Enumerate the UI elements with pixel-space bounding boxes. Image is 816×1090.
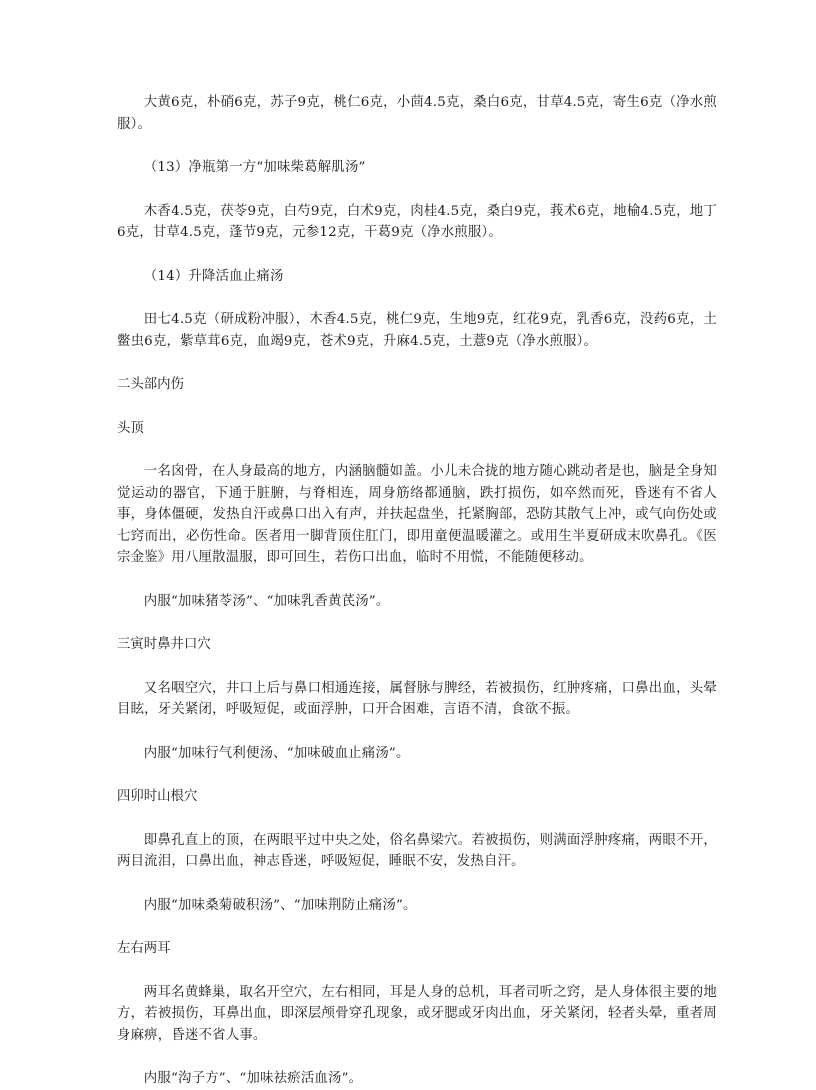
spacer [117, 439, 717, 461]
spacer [117, 244, 717, 266]
section-heading: 三寅时鼻井口穴 [117, 637, 211, 652]
spacer [117, 808, 717, 830]
internal-medicine-paragraph: 内服“加味行气利便汤、“加味破血止痛汤”。 [143, 745, 410, 761]
internal-medicine-paragraph: 内服“沟子方”、“加味祛瘀活血汤”。 [143, 1071, 363, 1086]
section-heading: 二头部内伤 [117, 377, 184, 392]
document-page [117, 92, 717, 1090]
prescription-paragraph: 木香4.5克，茯苓9克，白芍9克，白术9克，肉桂4.5克，桑白9克，莪术6克，地榆4.5克，地丁6克，甘草4.5克，蓬节9克，元参12克，干葛9克（净水煎服）。 [117, 203, 717, 240]
spacer [117, 1046, 717, 1068]
spacer [117, 656, 717, 678]
formula-subheading: （13）净瓶第一方“加味柴葛解肌汤” [143, 160, 366, 175]
spacer [117, 612, 717, 634]
spacer [117, 396, 717, 418]
body-paragraph: 一名囟骨，在人身最高的地方，内涵脑髓如盖。小儿未合拢的地方随心跳动者是也，脑是全身知觉运动的器官，下通于脏腑，与脊相连，周身筋络都通脑，跌打损伤，如卒然而死，昏迷有不省人事，身体僵硬，发热自汗或鼻口出入有声，并扶起盘坐，托紧胸部，恐防其散气上冲，或气向伤处或七窍而出，必伤性命。医者用一脚背顶住肛门，即用童便温暖灌之。或用生半夏研成末吹鼻孔。《医宗金鉴》用八厘散温服，即可回生，若伤口出血，临时不用慌，不能随便移动。 [117, 464, 717, 565]
spacer [117, 179, 717, 201]
spacer [117, 569, 717, 591]
internal-medicine-paragraph: 内服“加味猪苓汤”、“加味乳香黄芪汤”。 [143, 593, 390, 609]
internal-medicine-paragraph: 内服“加味桑菊破积汤”、“加味荆防止痛汤”。 [143, 897, 417, 913]
body-paragraph: 两耳名黄蜂巢，取名开空穴，左右相同，耳是人身的总机，耳者司听之窍，是人身体很主要的地方，若被损伤，耳鼻出血，即深层颅骨穿孔现象，或牙腮或牙肉出血，牙关紧闭，轻者头晕，重者周身麻痹，昏迷不省人事。 [117, 984, 717, 1043]
section-heading: 左右两耳 [117, 941, 171, 956]
section-heading: 四卯时山根穴 [117, 789, 198, 804]
spacer [117, 916, 717, 938]
spacer [117, 873, 717, 895]
body-paragraph: 即鼻孔直上的顶，在两眼平过中央之处，俗名鼻梁穴。若被损伤，则满面浮肿疼痛，两眼不开，两目流泪，口鼻出血，神志昏迷，呼吸短促，睡眠不安，发热自汗。 [117, 832, 717, 869]
formula-subheading: （14）升降活血止痛汤 [143, 268, 284, 284]
prescription-paragraph: 田七4.5克（研成粉冲服），木香4.5克，桃仁9克，生地9克，红花9克，乳香6克，没药6克，土鳖虫6克，紫草茸6克，血竭9克，苍术9克，升麻4.5克，土薏9克（净水煎服）。 [117, 312, 717, 349]
spacer [117, 352, 717, 374]
spacer [117, 287, 717, 309]
body-paragraph: 又名咽空穴，井口上后与鼻口相通连接，属督脉与脾经，若被损伤，红肿疼痛，口鼻出血，头晕目眩，牙关紧闭，呼吸短促，或面浮肿，口开合困难，言语不清，食欲不振。 [117, 680, 717, 717]
section-heading: 头顶 [117, 420, 144, 436]
spacer [117, 721, 717, 743]
spacer [117, 960, 717, 982]
spacer [117, 764, 717, 786]
spacer [117, 135, 717, 157]
prescription-paragraph: 大黄6克，朴硝6克，苏子9克，桃仁6克，小茴4.5克，桑白6克，甘草4.5克，寄生6克（净水煎服）。 [117, 95, 717, 132]
